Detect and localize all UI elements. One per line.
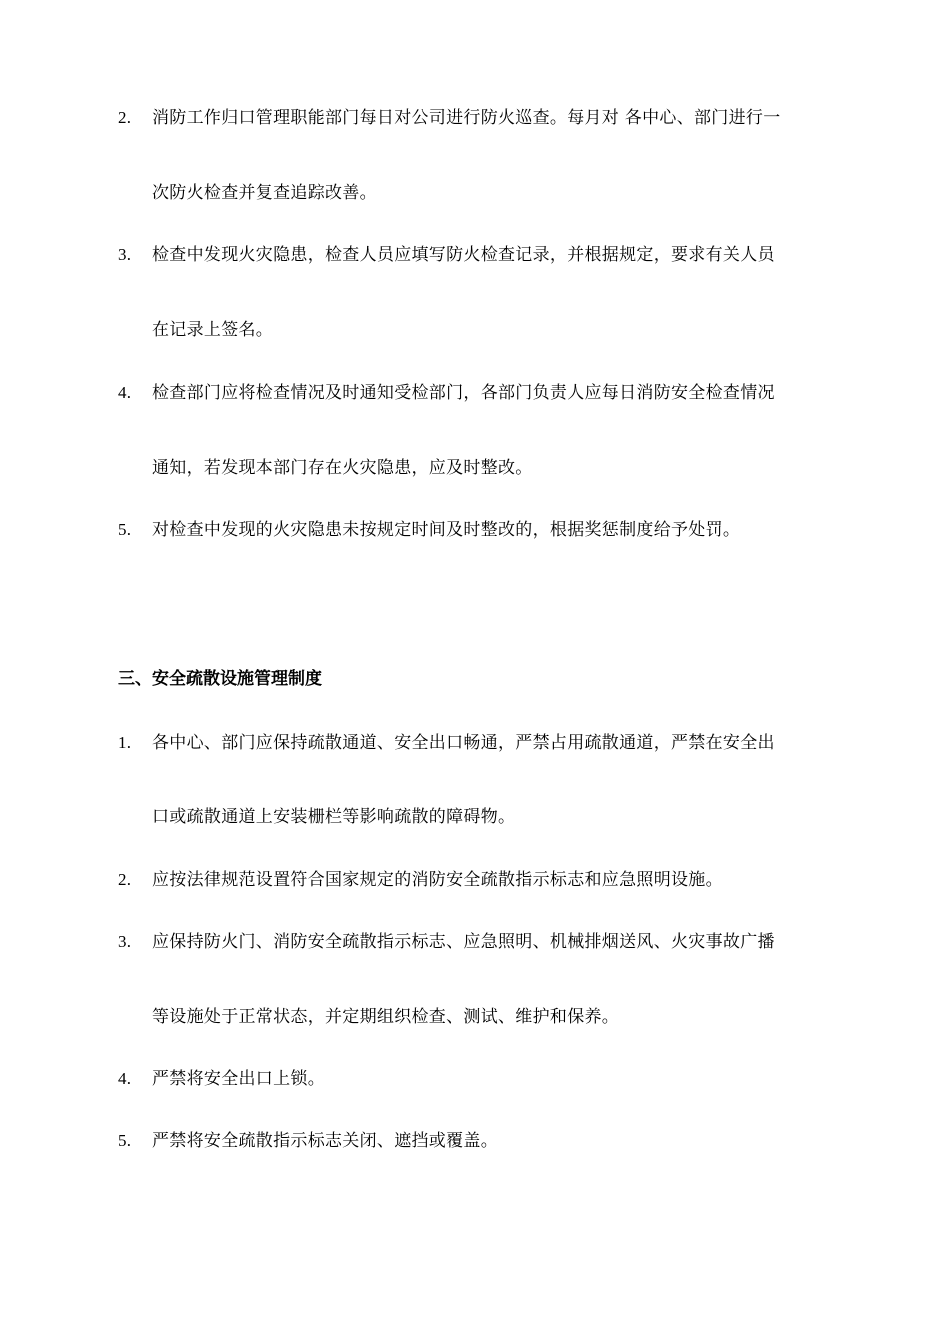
item-text-line: 等设施处于正常状态，并定期组织检查、测试、维护和保养。 — [152, 1007, 620, 1027]
item-text-line: 各中心、部门应保持疏散通道、安全出口畅通，严禁占用疏散通道，严禁在安全出 — [152, 733, 775, 753]
item-number: 5. — [118, 1131, 132, 1150]
item-number: 2. — [118, 870, 132, 889]
item-text-line: 检查中发现火灾隐患，检查人员应填写防火检查记录，并根据规定，要求有关人员 — [152, 245, 775, 265]
item-number: 2. — [118, 108, 132, 127]
item-number: 5. — [118, 520, 132, 539]
item-number: 3. — [118, 932, 132, 951]
item-text-line: 应保持防火门、消防安全疏散指示标志、应急照明、机械排烟送风、火灾事故广播 — [152, 932, 775, 952]
item-number: 3. — [118, 245, 132, 264]
item-text-line: 检查部门应将检查情况及时通知受检部门，各部门负责人应每日消防安全检查情况 — [152, 383, 775, 403]
item-number: 4. — [118, 1069, 132, 1088]
item-text-line: 次防火检查并复查追踪改善。 — [152, 183, 377, 203]
item-number: 4. — [118, 383, 132, 402]
item-text-line: 消防工作归口管理职能部门每日对公司进行防火巡查。每月对 各中心、部门进行一 — [152, 108, 781, 128]
item-number: 1. — [118, 733, 132, 752]
item-text-line: 严禁将安全疏散指示标志关闭、遮挡或覆盖。 — [152, 1131, 498, 1151]
item-text-line: 口或疏散通道上安装栅栏等影响疏散的障碍物。 — [152, 807, 516, 827]
section-heading: 三、安全疏散设施管理制度 — [118, 669, 322, 689]
item-text-line: 应按法律规范设置符合国家规定的消防安全疏散指示标志和应急照明设施。 — [152, 870, 723, 890]
item-text-line: 严禁将安全出口上锁。 — [152, 1069, 325, 1089]
item-text-line: 通知，若发现本部门存在火灾隐患，应及时整改。 — [152, 458, 533, 478]
item-text-line: 对检查中发现的火灾隐患未按规定时间及时整改的，根据奖惩制度给予处罚。 — [152, 520, 741, 540]
item-text-line: 在记录上签名。 — [152, 320, 274, 340]
